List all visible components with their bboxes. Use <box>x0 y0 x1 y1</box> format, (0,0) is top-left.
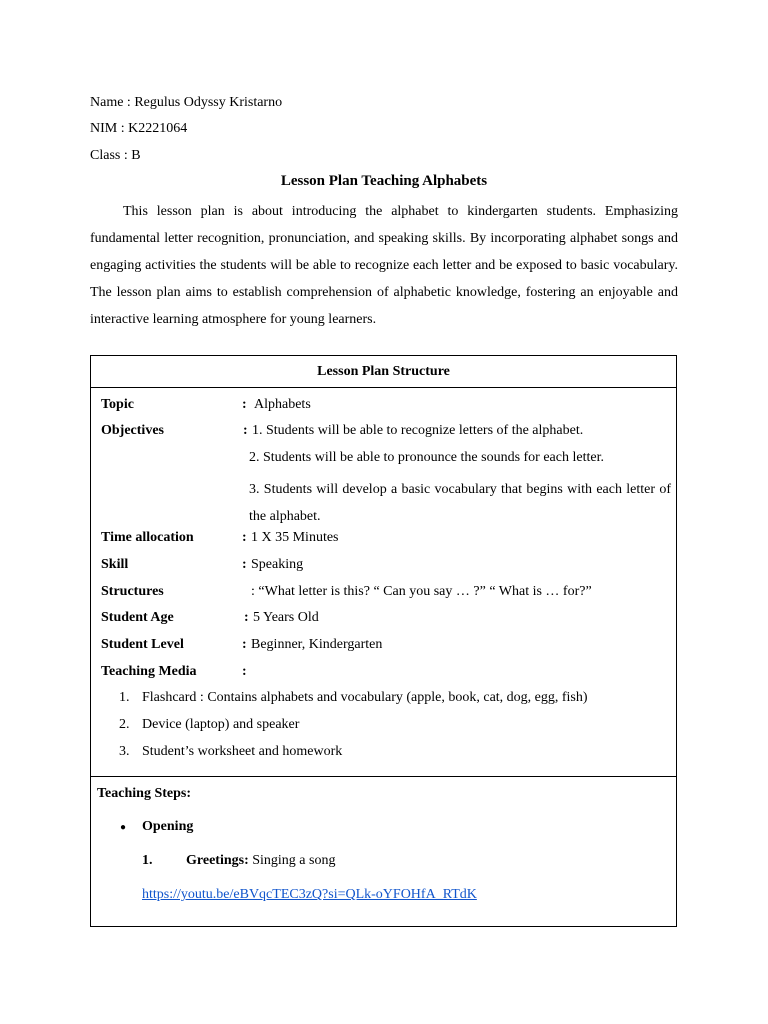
document-title: Lesson Plan Teaching Alphabets <box>280 173 488 189</box>
greeting-number: 1. <box>142 853 153 868</box>
topic-value: Alphabets <box>254 397 311 412</box>
opening-heading: Opening <box>142 819 194 834</box>
student-level-label: Student Level <box>101 637 184 652</box>
intro-text: This lesson plan is about introducing the alphabet to kindergarten students. Emphasizing fundamental letter recognition, pronunciation, and speaking skills. By incorporating alphabet songs and engaging activities the students will be able to recognize each letter and be exposed to basic vocabulary. The lesson plan aims to establish comprehension of alphabetic knowledge, fostering an enjoyable and interactive learning atmosphere for young learners. <box>90 204 678 327</box>
teaching-media-sep: : <box>242 664 247 679</box>
objectives-sep: : <box>243 423 248 438</box>
skill-value: Speaking <box>251 557 304 572</box>
greeting-label: Greetings: <box>186 853 249 868</box>
structure-heading: Lesson Plan Structure <box>317 364 450 379</box>
student-age-sep: : <box>244 610 249 625</box>
student-class: Class : B <box>90 148 141 163</box>
song-link[interactable]: https://youtu.be/eBVqcTEC3zQ?si=QLk-oYFOHfA_RTdK <box>142 887 477 902</box>
greeting-line <box>186 853 335 869</box>
media-item-number: 1. <box>119 690 130 705</box>
media-item-text: Flashcard : Contains alphabets and vocabulary (apple, book, cat, dog, egg, fish) <box>142 690 588 705</box>
table-divider <box>91 387 676 388</box>
objective-3: 3. Students will develop a basic vocabulary that begins with each letter of the alphabet. <box>249 482 671 524</box>
teaching-steps-heading: Teaching Steps: <box>97 786 192 801</box>
lesson-plan-table <box>90 355 677 927</box>
table-divider <box>91 776 676 777</box>
student-age-label: Student Age <box>101 610 174 625</box>
media-item-text: Device (laptop) and speaker <box>142 717 300 732</box>
student-level-value: Beginner, Kindergarten <box>251 637 383 652</box>
structures-value: : “What letter is this? “ Can you say … ?” “ What is … for?” <box>251 584 592 599</box>
time-sep: : <box>242 530 247 545</box>
student-name: Name : Regulus Odyssy Kristarno <box>90 95 283 110</box>
intro-paragraph <box>90 198 678 333</box>
media-item-number: 3. <box>119 744 130 759</box>
objective-1: 1. Students will be able to recognize letters of the alphabet. <box>252 423 584 438</box>
student-level-sep: : <box>242 637 247 652</box>
skill-sep: : <box>242 557 247 572</box>
teaching-media-label: Teaching Media <box>101 664 197 679</box>
student-age-value: 5 Years Old <box>253 610 319 625</box>
topic-label: Topic <box>101 397 134 412</box>
student-nim: NIM : K2221064 <box>90 121 188 136</box>
time-label: Time allocation <box>101 530 194 545</box>
skill-label: Skill <box>101 557 129 572</box>
objective-2: 2. Students will be able to pronounce the sounds for each letter. <box>249 450 604 465</box>
structures-label: Structures <box>101 584 164 599</box>
bullet-icon: ● <box>120 822 127 833</box>
topic-sep: : <box>242 397 247 412</box>
greeting-text: Singing a song <box>252 853 336 868</box>
objectives-label: Objectives <box>101 423 164 438</box>
media-item-number: 2. <box>119 717 130 732</box>
time-value: 1 X 35 Minutes <box>251 530 339 545</box>
media-item-text: Student’s worksheet and homework <box>142 744 343 759</box>
